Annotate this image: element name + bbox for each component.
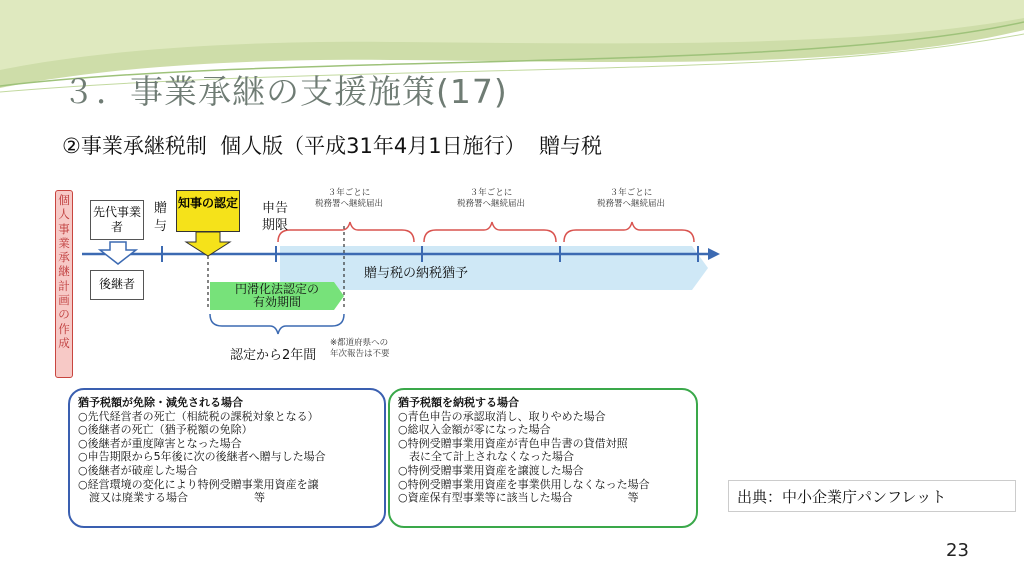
exemption-item: 渡又は廃業する場合 等: [78, 491, 265, 505]
three-year-braces: [278, 222, 694, 242]
two-year-brace: [210, 314, 344, 334]
exemption-panel: [68, 388, 386, 528]
slide-title: ３．事業承継の支援施策(17): [62, 72, 508, 111]
payment-heading: 猶予税額を納税する場合: [398, 396, 519, 409]
timeline-arrowhead: [708, 248, 720, 260]
exemption-item: ○後継者が重度障害となった場合: [78, 436, 242, 450]
payment-item: ○特例受贈事業用資産を事業供用しなくなった場合: [398, 477, 650, 491]
payment-item: ○特例受贈事業用資産が青色申告書の貸借対照: [398, 436, 628, 450]
exemption-item: ○後継者の死亡（猶予税額の免除）: [78, 423, 253, 437]
successor-box: 後継者: [90, 270, 144, 300]
side-label-plan: 個人事業承継計画の作成: [55, 190, 73, 378]
source-citation: 出典：中小企業庁パンフレット: [728, 480, 1016, 512]
predecessor-box: 先代事業者: [90, 200, 144, 240]
payment-panel: [388, 388, 698, 528]
slide-subtitle: ②事業承継税制 個人版（平成31年4月1日施行） 贈与税: [62, 134, 602, 158]
governor-approval-box: 知事の認定: [176, 190, 240, 232]
payment-item: ○青色申告の承認取消し、取りやめた場合: [398, 409, 606, 423]
exemption-heading: 猶予税額が免除・減免される場合: [78, 396, 243, 409]
page-number: 23: [946, 540, 969, 561]
notice-label-1: ３年ごとに 税務署へ継続届出: [314, 188, 383, 209]
gift-label: 贈与: [154, 201, 168, 234]
exemption-item: ○申告期限から5年後に次の後継者へ贈与した場合: [78, 450, 326, 464]
exemption-item: ○経営環境の変化により特例受贈事業用資産を譲: [78, 477, 319, 491]
exemption-item: ○後継者が破産した場合: [78, 463, 198, 477]
prefecture-note: ※都道府県への 年次報告は不要: [330, 338, 390, 359]
deferral-band-label: 贈与税の納税猶予: [364, 266, 469, 281]
notice-label-2: ３年ごとに 税務署へ継続届出: [456, 188, 525, 209]
payment-item: ○資産保有型事業等に該当した場合 等: [398, 491, 639, 505]
transfer-arrow: [100, 242, 136, 264]
deadline-label: 申告期限: [262, 201, 289, 233]
payment-item: ○総収入金額が零になった場合: [398, 423, 551, 437]
notice-label-3: ３年ごとに 税務署へ継続届出: [596, 188, 665, 209]
payment-item: 表に全て計上されなくなった場合: [398, 450, 574, 464]
approval-arrow: [186, 232, 230, 256]
exemption-item: ○先代経営者の死亡（相続税の課税対象となる）: [78, 409, 319, 423]
payment-item: ○特例受贈事業用資産を譲渡した場合: [398, 463, 584, 477]
validity-label: 円滑化法認定の 有効期間: [234, 282, 319, 309]
tax-deferral-diagram: [52, 186, 720, 532]
two-years-label: 認定から2年間: [230, 348, 317, 363]
